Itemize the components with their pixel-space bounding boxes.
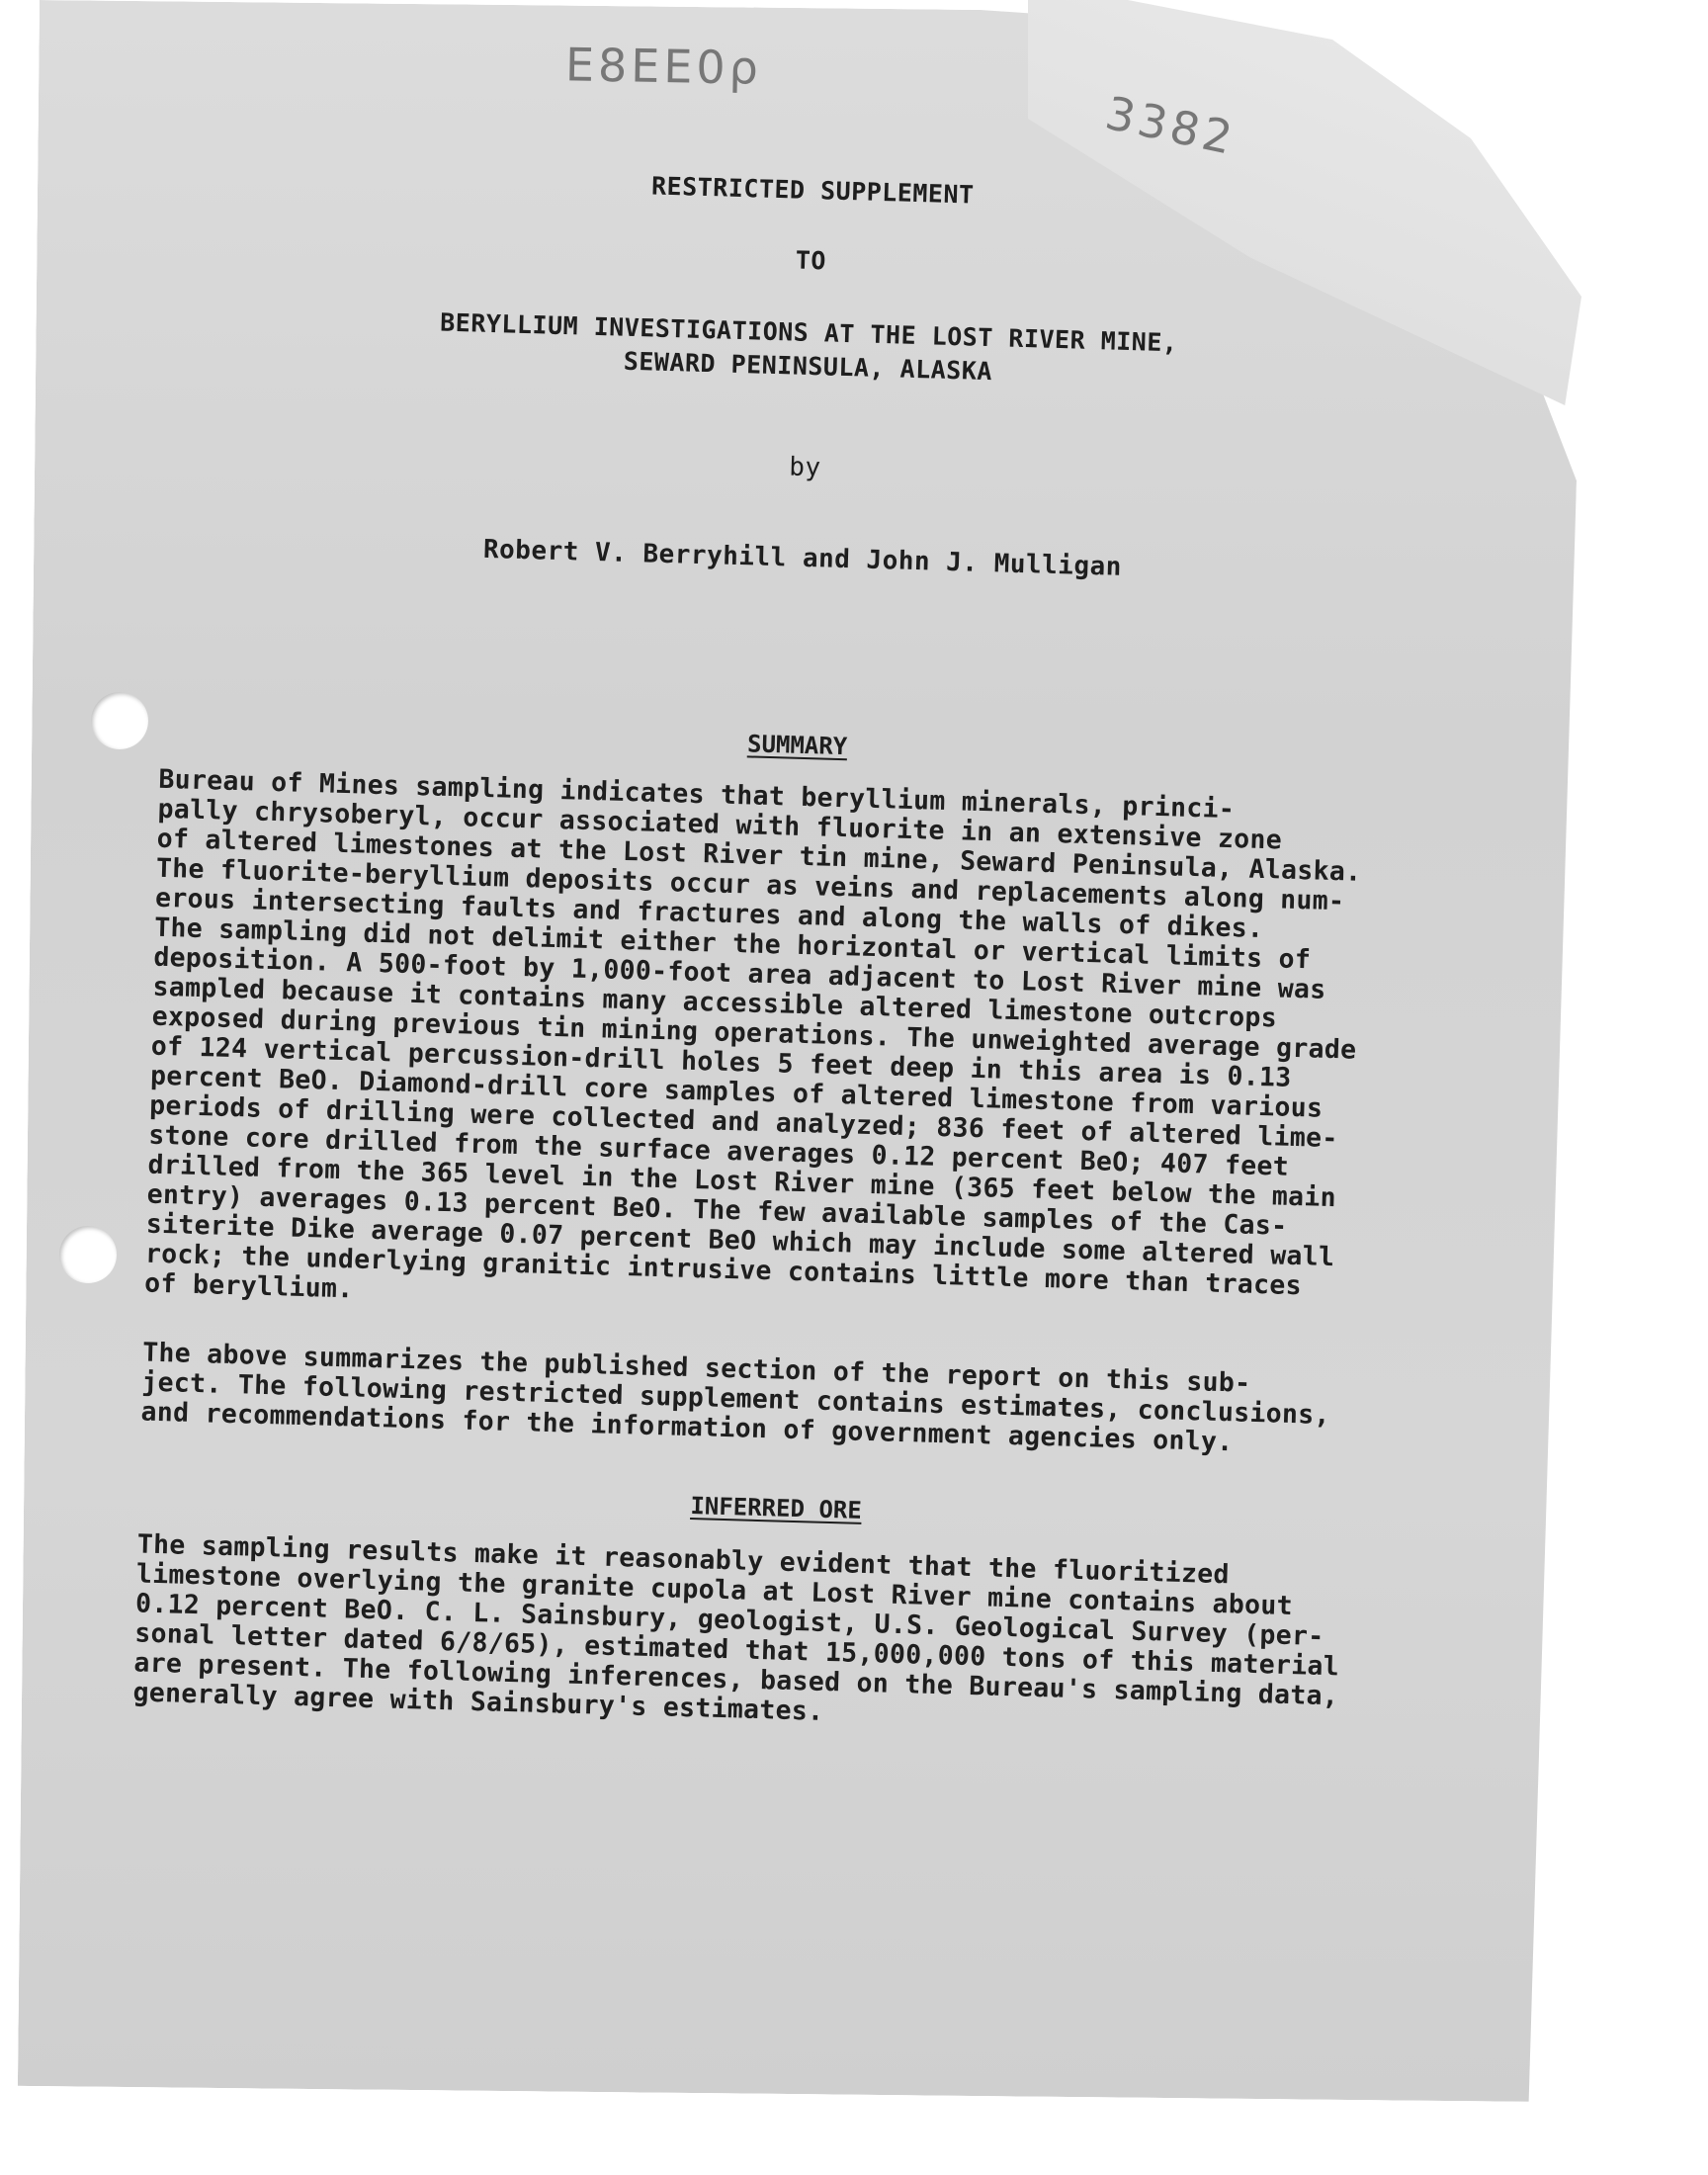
- inferred-ore-paragraph: The sampling results make it reasonably evident that the fluoritized limestone overlying the granite cupola at Lost River mine contains about 0.12 percent BeO. C. L. Sainsbury, geologist, U.S. Geological Survey (per- sonal letter dated 6/8/65), estimated that 15,000,000 tons of this material are present. The following inferences, based on the Bureau's sampling data, generally agree with Sainsbury's estimates.: [132, 1528, 1340, 1727]
- title-connector: TO: [795, 245, 827, 276]
- punch-hole-bottom: [59, 1226, 117, 1283]
- summary-heading: SUMMARY: [746, 730, 848, 761]
- report-title: [170, 299, 1446, 401]
- summary-note-paragraph: The above summarizes the published section of the report on this sub- ject. The following restricted supplement contains estimates, conclusions, and recommendations for the information of government agencies only.: [140, 1337, 1331, 1458]
- byline-by: by: [788, 452, 822, 483]
- document-body: [132, 158, 1450, 1743]
- inferred-ore-heading: INFERRED ORE: [690, 1492, 863, 1524]
- report-title-line-1: BERYLLIUM INVESTIGATIONS AT THE LOST RIVER MINE,: [439, 307, 1178, 358]
- report-title-line-2: SEWARD PENINSULA, ALASKA: [623, 346, 993, 387]
- handwritten-document-code: E8EE0ρ: [564, 38, 763, 95]
- authors: Robert V. Berryhill and John J. Mulligan: [482, 534, 1123, 582]
- handwritten-corner-number: 3382: [1100, 85, 1241, 166]
- summary-paragraph: Bureau of Mines sampling indicates that beryllium minerals, princi- pally chrysoberyl, occur associated with fluorite in an extensive zone of altered limestones at the Lost River tin mine, Seward Peninsula, Alaska. The fluorite-beryllium deposits occur as veins and replacements along num- erous intersecting faults and fractures and along the walls of dikes. The sampling did not delimit either the horizontal or vertical limits of deposition. A 500-foot by 1,000-foot area adjacent to Lost River mine was sampled because it contains many accessible altered limestone outcrops exposed during previous tin mining operations. The unweighted average grade of 124 vertical percussion-drill holes 5 feet deep in this area is 0.13 percent BeO. Diamond-drill core samples of altered limestone from various periods of drilling were collected and analyzed; 836 feet of altered lime- stone core drilled from the surface averages 0.12 percent BeO; 407 feet drilled from the 365 level in the Lost River mine (365 feet below the main entry) averages 0.13 percent BeO. The few available samples of the Cas- siterite Dike average 0.07 percent BeO which may include some altered wall rock; the underlying granitic intrusive contains little more than traces of beryllium.: [143, 763, 1362, 1305]
- punch-hole-top: [91, 692, 148, 749]
- document-title: RESTRICTED SUPPLEMENT: [650, 171, 975, 210]
